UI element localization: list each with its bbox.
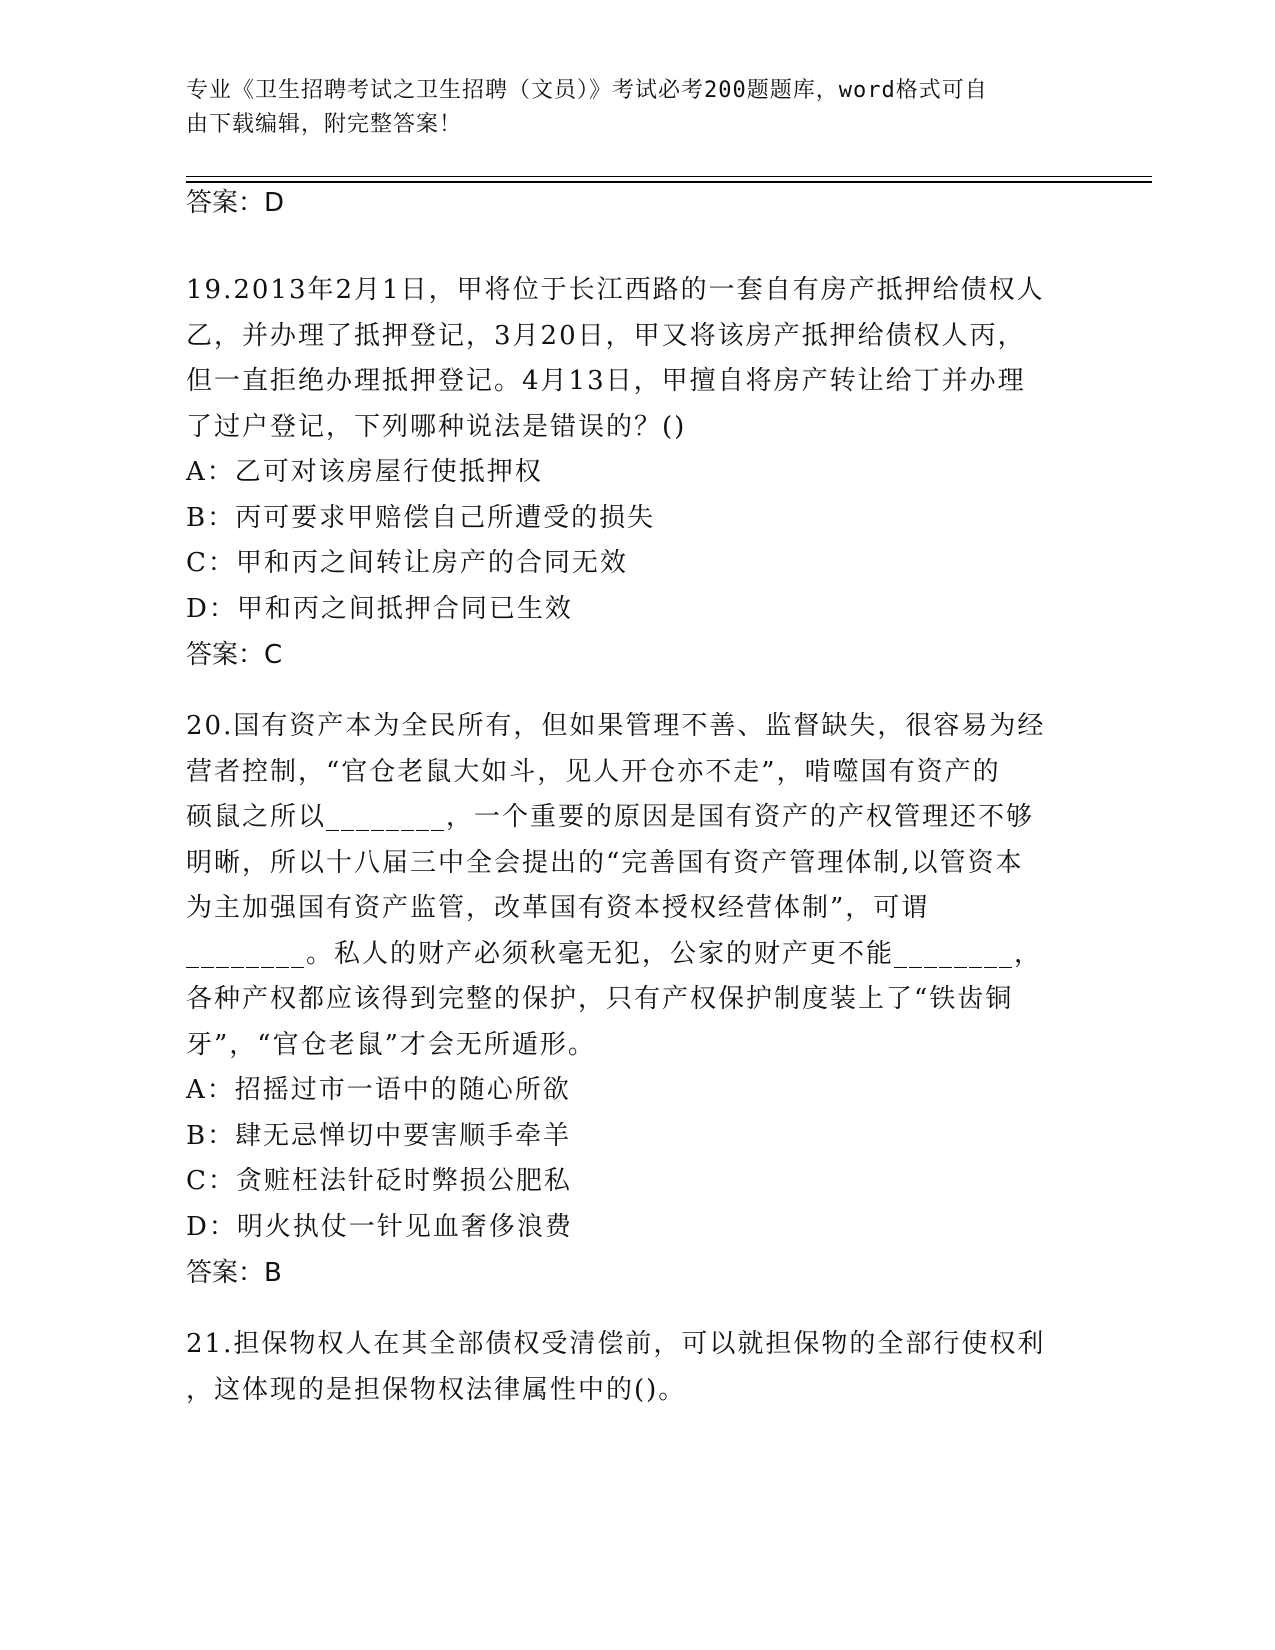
- option-c: C：甲和丙之间转让房产的合同无效: [186, 548, 628, 578]
- question-text-line: 牙”，“官仓老鼠”才会无所遁形。: [186, 1029, 596, 1060]
- question-text-line: 营者控制，“官仓老鼠大如斗，见人开仓亦不走”，啃噬国有资产的: [186, 756, 1001, 787]
- question-text-line: 21.担保物权人在其全部债权受清偿前，可以就担保物的全部行使权利: [186, 1329, 1046, 1359]
- option-a: A：招摇过市一语中的随心所欲: [186, 1075, 571, 1105]
- answer-label: 答案：B: [186, 1258, 282, 1288]
- question-text-line: 为主加强国有资产监管，改革国有资本授权经营体制”，可谓: [186, 893, 930, 923]
- question-21: [186, 1322, 1086, 1413]
- header-line-2: 由下载编辑，附完整答案！: [186, 112, 463, 137]
- option-b: B：肆无忌惮切中要害顺手牵羊: [186, 1120, 572, 1151]
- question-text-line: 19.2013年2月1日，甲将位于长江西路的一套自有房产抵押给债权人: [186, 275, 1045, 305]
- option-c: C：贪赃枉法针砭时弊损公肥私: [186, 1166, 572, 1196]
- question-text-line: ________。私人的财产必须秋毫无犯，公家的财产更不能________，: [186, 938, 1043, 969]
- option-d: D：明火执仗一针见血奢侈浪费: [186, 1211, 573, 1242]
- question-text-line: ，这体现的是担保物权法律属性中的()。: [186, 1374, 687, 1405]
- question-text-line: 但一直拒绝办理抵押登记。4月13日，甲擅自将房产转让给丁并办理: [186, 366, 1026, 396]
- document-header: [186, 74, 1066, 142]
- header-divider-thin: [186, 176, 1152, 177]
- question-text-line: 明晰，所以十八届三中全会提出的“完善国有资产管理体制,以管资本: [186, 847, 1024, 878]
- question-text-line: 了过户登记，下列哪种说法是错误的？(): [186, 411, 687, 442]
- answer-label: 答案：D: [186, 188, 285, 218]
- option-a: A：乙可对该房屋行使抵押权: [186, 457, 543, 487]
- question-19: [186, 268, 1086, 678]
- question-text-line: 20.国有资产本为全民所有，但如果管理不善、监督缺失，很容易为经: [186, 711, 1046, 741]
- question-text-line: 硕鼠之所以________，一个重要的原因是国有资产的产权管理还不够: [186, 802, 1035, 832]
- header-line-1: 专业《卫生招聘考试之卫生招聘（文员）》考试必考200题题库，word格式可自: [186, 78, 988, 103]
- previous-answer-block: [186, 180, 1086, 226]
- option-b: B：丙可要求甲赔偿自己所遭受的损失: [186, 502, 656, 533]
- answer-label: 答案：C: [186, 640, 283, 670]
- question-text-line: 各种产权都应该得到完整的保护，只有产权保护制度装上了“铁齿铜: [186, 984, 1014, 1014]
- question-20: [186, 704, 1086, 1296]
- question-text-line: 乙，并办理了抵押登记，3月20日，甲又将该房产抵押给债权人丙，: [186, 320, 1026, 351]
- option-d: D：甲和丙之间抵押合同已生效: [186, 593, 573, 624]
